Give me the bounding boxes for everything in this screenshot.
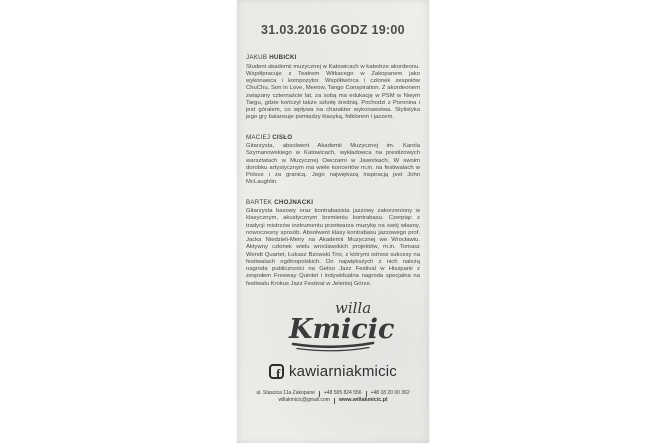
separator [366, 391, 367, 397]
artist-bio: Student akademii muzycznej w Katowicach w katedrze akordeonu. Współpracuje z Teatrem Witkacego w Zakopanem jako wykonawca i kompozytor. Współtwórca i członek zespołów ChuChu, Son in Love, Meeow, Tango Conspiration. Z akordeonem związany czternaście lat, za sobą ma edukację w PSM w Nwym Targu, gdzie kończył także szkołę średnią. Pochodzi z Poronina i jest góralem, co wpływa na charakter wykonawstwa. Stylistyka jego gry balansuje pomiędzy klasyką, folklorem i jazzem. [246, 63, 420, 121]
footer-address: ul. Staszica 11a Zakopane [256, 389, 315, 396]
logo-word-willa: willa [335, 298, 372, 317]
artist-first-name: JAKUB [246, 54, 268, 61]
footer-phone-2: +48 18 20 00 362 [370, 389, 410, 396]
footer-contact [246, 390, 420, 405]
footer-email: willakmicic@gmail.com [278, 397, 330, 404]
footer-phone-1: +48 505 824 556 [323, 389, 362, 396]
artist-bio: Gitarzysta, absolwent Akademii Muzycznej im. Karola Szymanowskiego w Katowicach, wykładowca na prestiżowych warsztatach w Muzycznej Owczarni w Jaworkach. W swoim dorobku artystycznym ma wiele koncertów m.in. na festiwalach w Polsce i za granicą. Jego największą inspiracją jest John McLaughlin. [246, 143, 420, 186]
artist-name [246, 54, 420, 61]
willa-kmicic-logo-graphic [269, 296, 397, 354]
facebook-row [246, 363, 420, 380]
artist-name [246, 199, 420, 206]
artist-last-name: CHOJNACKI [274, 198, 314, 206]
artist-name [246, 134, 420, 141]
facebook-f-glyph: f [276, 365, 281, 379]
footer-line-1 [246, 390, 420, 398]
artist-last-name: CISŁO [272, 133, 293, 141]
artist-section-maciej-cislo [246, 134, 420, 187]
facebook-icon [269, 364, 284, 379]
event-poster [237, 0, 429, 443]
artist-first-name: MACIEJ [246, 133, 271, 141]
separator [334, 398, 335, 404]
artist-first-name: BARTEK [246, 198, 273, 206]
event-datetime: 31.03.2016 GODZ 19:00 [261, 23, 405, 37]
footer-website: www.willakmicic.pl [338, 397, 388, 404]
artist-section-bartek-chojnacki [246, 199, 420, 288]
artist-bio: Gitarzysta basowy oraz kontrabasista jazzowy zakorzeniony w klasycznym, akustycznym brzmieniu kontrabasu. Czerpiąc z tradycji mistrzów instrumentu przetwarza muzykę na swój własny, nowoczesny sposób. Absolwent klasy kontrabasu jazzowego prof. Jacka Niedzieli-Meiry na Akademii Muzycznej we Wrocławiu. Aktywny członek wielu wrocławskich projektów, m.in. Tomasz Wendt Quartet, Łukasz Bzowski Trio, z którymi odnosi sukcesy na festiwalach ogólnopolskich. Do największych z nich należą nagroda publiczności na Getxo Jazz Festival w Hiszpanii z zespołem Freeway Quintet i indywidualna nagroda specjalna na festiwalu Krokus Jazz Festival w Jeleniej Górze. [246, 208, 420, 287]
footer-line-2 [246, 397, 420, 405]
separator [319, 391, 320, 397]
artist-section-jakub-hubicki [246, 54, 420, 122]
willa-kmicic-logo [246, 296, 420, 359]
logo-word-kmicic: Kmicic [289, 313, 395, 345]
facebook-handle: kawiarniakmicic [288, 362, 398, 380]
artist-last-name: HUBICKI [269, 54, 297, 61]
